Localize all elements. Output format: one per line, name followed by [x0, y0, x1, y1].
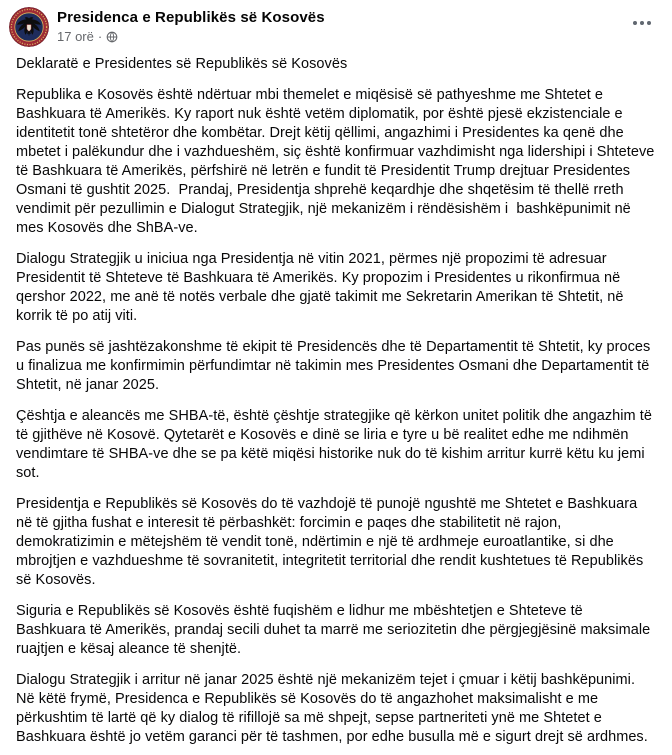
- post-paragraph: Pas punës së jashtëzakonshme të ekipit të Presidencës dhe të Departamentit të Shtetit, ky proces u finalizua me konfirmimin përfundimtar në takimin mes Presidentes Osmani dhe Departamentit të Shtetit, në janar 2025.: [16, 339, 655, 393]
- ellipsis-dot: [647, 21, 651, 25]
- timestamp-link[interactable]: 17 orë: [57, 29, 94, 44]
- post-body: [0, 54, 672, 755]
- page-avatar[interactable]: [9, 7, 49, 47]
- post-paragraph: Çështja e aleancës me SHBA-të, është çështje strategjike që kërkon unitet politik dhe angazhim të të gjithëve në Kosovë. Qytetarët e Kosovës e dinë se liria e tyre u bë realitet edhe me ndihmën vendimtare të SHBA-ve dhe se pa këtë miqësi historike nuk do të kishim arritur kurrë këtu ku jemi sot.: [16, 408, 657, 481]
- post-paragraph: Republika e Kosovës është ndërtuar mbi themelet e miqësisë së pathyeshme me Shtetet e Bashkuara të Amerikës. Ky raport nuk është vetëm diplomatik, por është pjesë ekzistenciale e identitetit tonë shtetëror dhe kombëtar. Drejt këtij qëllimi, angazhimi i Presidentes ka qenë dhe mbetet i palëkundur dhe i vazhdueshëm, siç është konfirmuar vazhdimisht nga lidershipi i Shteteve të Bashkuara të Amerikës, përfshirë në letrën e fundit të Presidentit Trump drejtuar Presidentes Osmani të gushtit 2025. Prandaj, Presidentja shprehë keqardhje dhe shqetësim të thellë rreth vendimit për pezullimin e Dialogut Strategjik, një mekanizëm i rëndësishëm i bashkëpunimit në mes Kosovës dhe ShBA-ve.: [16, 87, 659, 236]
- meta-separator: ·: [97, 29, 103, 44]
- ellipsis-dot: [640, 21, 644, 25]
- post-paragraph: Deklaratë e Presidentes së Republikës së Kosovës: [16, 56, 348, 72]
- post-options-icon[interactable]: [626, 12, 658, 34]
- post-paragraph: Siguria e Republikës së Kosovës është fuqishëm e lidhur me mbështetjen e Shteteve të Bashkuara të Amerikës, prandaj secili duhet ta marrë me seriozitetin dhe përgjegjësinë maksimale ruajtjen e kësaj aleance të shenjtë.: [16, 603, 655, 657]
- globe-privacy-icon: [106, 31, 118, 43]
- header-info: [57, 7, 325, 44]
- post-paragraph: Dialogu Strategjik i arritur në janar 2025 është një mekanizëm tejet i çmuar i këtij bashkëpunimi. Në këtë frymë, Presidenca e Republikës së Kosovës do të angazhohet maksimalisht e me përkushtim të lartë që ky dialog të rifillojë sa më shpejt, sepse partneriteti ynë me Shtetet e Bashkuara është jo vetëm garanci për të tashmen, por edhe busulla më e sigurt drejt së ardhmes.: [16, 672, 648, 745]
- ellipsis-dot: [633, 21, 637, 25]
- post-paragraph: Dialogu Strategjik u iniciua nga Presidentja në vitin 2021, përmes një propozimi të adresuar Presidentit të Shteteve të Bashkuara të Amerikës. Ky propozim i Presidentes u rikonfirmua në qershor 2022, me anë të notës verbale dhe gjatë takimit me Sekretarin Amerikan të Shtetit, në korrik të po atij viti.: [16, 251, 628, 324]
- kosovo-presidency-seal-icon: [9, 7, 49, 47]
- post-paragraph: Presidentja e Republikës së Kosovës do të vazhdojë të punojë ngushtë me Shtetet e Bashkuara në të gjitha fushat e interesit të përbashkët: forcimin e paqes dhe stabilitetit në rajon, demokratizimin e mëtejshëm të vendit tonë, ndërtimin e një të ardhmeje euroatlantike, si dhe mbrojtjen e vazhdueshme të sovranitetit, integritetit territorial dhe rendit kushtetues të Republikës së Kosovës.: [16, 496, 648, 588]
- post-header: [0, 0, 672, 54]
- post-meta: [57, 29, 325, 44]
- page-name-link[interactable]: Presidenca e Republikës së Kosovës: [57, 9, 325, 26]
